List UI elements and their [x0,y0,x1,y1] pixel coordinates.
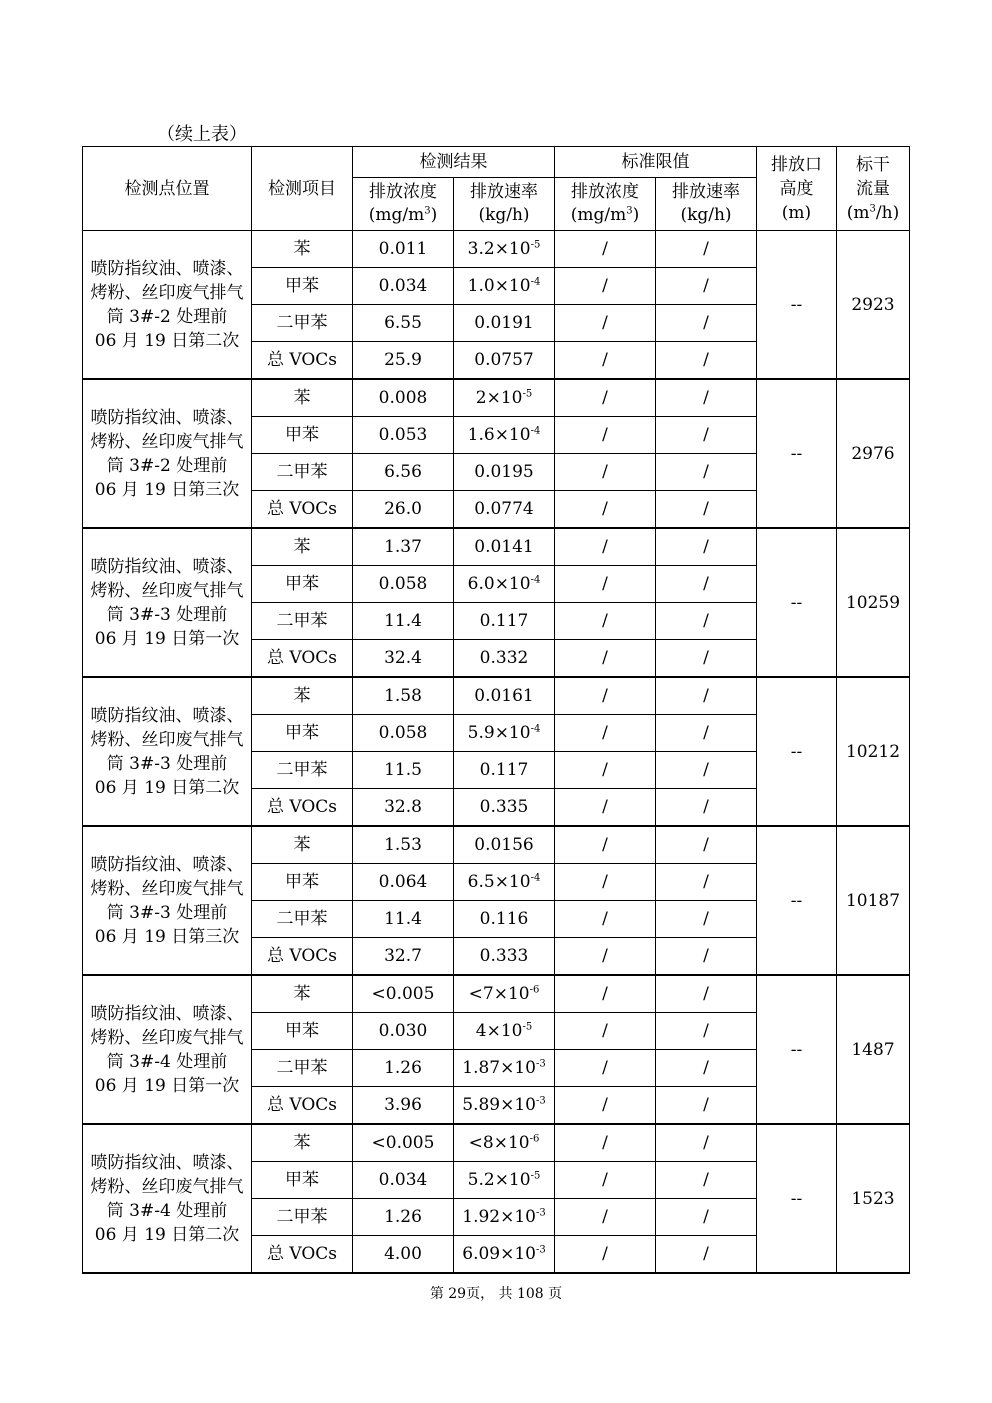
table-row [83,975,910,1013]
rate-cell: $1.0\times 10^{-4}$ [454,268,555,305]
limit-rate-cell: / [656,566,757,603]
conc-cell: 25.9 [353,342,454,380]
location-cell [83,677,252,826]
flow-cell: 10259 [837,528,910,677]
location-line: 06 月 19 日第一次 [94,628,240,649]
location-line: 喷防指纹油、喷漆、 [90,854,244,875]
flow-cell: 1523 [837,1124,910,1273]
conc-cell: 11.5 [353,752,454,789]
rate-cell: 0.332 [454,640,555,678]
rate-cell: $<7\times 10^{-6}$ [454,975,555,1013]
location-cell [83,528,252,677]
page-footer: 第 29页， 共 108 页 [429,1286,563,1302]
header-item: 检测项目 [252,147,353,231]
location-line: 筒 3#-3 处理前 [106,902,228,923]
location-line: 06 月 19 日第二次 [94,1224,240,1245]
location-line: 喷防指纹油、喷漆、 [90,1003,244,1024]
item-cell: 苯 [252,826,353,864]
limit-rate-cell: / [656,1236,757,1274]
location-line: 喷防指纹油、喷漆、 [90,1152,244,1173]
rate-cell: 0.117 [454,752,555,789]
conc-cell: 0.030 [353,1013,454,1050]
header-flow [837,147,910,231]
limit-rate-cell: / [656,1050,757,1087]
limit-conc-cell: / [555,417,656,454]
limit-rate-cell: / [656,1087,757,1125]
limit-rate-cell: / [656,640,757,678]
limit-conc-cell: / [555,1236,656,1274]
conc-cell: <0.005 [353,1124,454,1162]
limit-rate-cell: / [656,417,757,454]
rate-cell: $5.89\times 10^{-3}$ [454,1087,555,1125]
item-cell: 二甲苯 [252,752,353,789]
height-cell: -- [757,231,837,380]
rate-cell: 0.333 [454,938,555,976]
conc-cell: 1.37 [353,528,454,566]
rate-cell: 0.335 [454,789,555,827]
height-cell: -- [757,379,837,528]
location-line: 喷防指纹油、喷漆、 [90,258,244,279]
rate-cell: $<8\times 10^{-6}$ [454,1124,555,1162]
height-cell: -- [757,677,837,826]
location-line: 筒 3#-3 处理前 [106,753,228,774]
height-cell: -- [757,826,837,975]
limit-conc-cell: / [555,789,656,827]
flow-cell: 10212 [837,677,910,826]
header-result-rate: 排放速率 (kg/h) [454,178,555,231]
header-height-line1: 排放口 [771,154,822,175]
item-cell: 甲苯 [252,864,353,901]
limit-rate-cell: / [656,901,757,938]
limit-conc-cell: / [555,528,656,566]
location-line: 喷防指纹油、喷漆、 [90,556,244,577]
rate-cell: 0.0195 [454,454,555,491]
conc-cell: 4.00 [353,1236,454,1274]
item-cell: 总 VOCs [252,342,353,380]
item-cell: 苯 [252,975,353,1013]
limit-conc-cell: / [555,1124,656,1162]
table-row [83,528,910,566]
header-flow-unit: $(m^3/h)$ [846,202,900,223]
item-cell: 甲苯 [252,268,353,305]
flow-cell: 10187 [837,826,910,975]
table-row [83,677,910,715]
limit-conc-cell: / [555,342,656,380]
location-line: 筒 3#-2 处理前 [106,455,228,476]
location-line: 筒 3#-4 处理前 [106,1051,228,1072]
location-line: 06 月 19 日第三次 [94,926,240,947]
limit-rate-cell: / [656,789,757,827]
conc-cell: 6.56 [353,454,454,491]
limit-rate-cell: / [656,305,757,342]
header-location: 检测点位置 [83,147,252,231]
location-line: 喷防指纹油、喷漆、 [90,705,244,726]
limit-conc-cell: / [555,1013,656,1050]
header-limit: 标准限值 [555,147,757,178]
rate-cell: 0.0141 [454,528,555,566]
limit-rate-cell: / [656,864,757,901]
limit-rate-cell: / [656,752,757,789]
item-cell: 苯 [252,528,353,566]
location-line: 烤粉、丝印废气排气 [90,878,244,899]
rate-cell: $2\times 10^{-5}$ [454,379,555,417]
limit-rate-cell: / [656,677,757,715]
item-cell: 二甲苯 [252,305,353,342]
height-cell: -- [757,975,837,1124]
location-line: 筒 3#-2 处理前 [106,306,228,327]
conc-cell: 1.53 [353,826,454,864]
item-cell: 苯 [252,231,353,268]
conc-cell: <0.005 [353,975,454,1013]
location-cell [83,379,252,528]
location-line: 06 月 19 日第二次 [94,330,240,351]
limit-conc-cell: / [555,603,656,640]
header-height-unit: (m) [781,202,812,223]
rate-cell: $6.5\times 10^{-4}$ [454,864,555,901]
limit-conc-cell: / [555,901,656,938]
emission-table [82,146,910,1274]
limit-conc-cell: / [555,1050,656,1087]
location-line: 烤粉、丝印废气排气 [90,1176,244,1197]
limit-conc-cell: / [555,1199,656,1236]
header-flow-line2: 流量 [856,178,890,199]
rate-cell: 0.0191 [454,305,555,342]
limit-conc-cell: / [555,231,656,268]
limit-rate-cell: / [656,715,757,752]
header-limit-conc: 排放浓度 $(mg/m^3)$ [555,178,656,231]
rate-cell: 0.0774 [454,491,555,529]
header-limit-rate: 排放速率 (kg/h) [656,178,757,231]
rate-cell: $3.2\times 10^{-5}$ [454,231,555,268]
limit-conc-cell: / [555,826,656,864]
limit-rate-cell: / [656,231,757,268]
limit-conc-cell: / [555,1162,656,1199]
limit-conc-cell: / [555,379,656,417]
rate-cell: $4\times 10^{-5}$ [454,1013,555,1050]
conc-cell: 32.4 [353,640,454,678]
limit-rate-cell: / [656,379,757,417]
limit-conc-cell: / [555,454,656,491]
location-cell [83,826,252,975]
location-cell [83,975,252,1124]
header-height-line2: 高度 [779,178,814,199]
conc-cell: 3.96 [353,1087,454,1125]
conc-cell: 1.26 [353,1199,454,1236]
item-cell: 甲苯 [252,715,353,752]
location-cell [83,231,252,380]
location-line: 喷防指纹油、喷漆、 [90,407,244,428]
location-line: 06 月 19 日第一次 [94,1075,240,1096]
location-line: 烤粉、丝印废气排气 [90,580,244,601]
conc-cell: 0.053 [353,417,454,454]
item-cell: 总 VOCs [252,640,353,678]
rate-cell: $5.9\times 10^{-4}$ [454,715,555,752]
conc-cell: 11.4 [353,603,454,640]
limit-rate-cell: / [656,268,757,305]
location-cell [83,1124,252,1273]
conc-cell: 1.26 [353,1050,454,1087]
rate-cell: 0.117 [454,603,555,640]
rate-cell: $1.92\times 10^{-3}$ [454,1199,555,1236]
item-cell: 甲苯 [252,417,353,454]
header-height [757,147,837,231]
limit-rate-cell: / [656,1199,757,1236]
limit-rate-cell: / [656,1124,757,1162]
location-line: 烤粉、丝印废气排气 [90,431,244,452]
limit-rate-cell: / [656,603,757,640]
item-cell: 总 VOCs [252,491,353,529]
header-result-conc: 排放浓度 $(mg/m^3)$ [353,178,454,231]
location-line: 筒 3#-3 处理前 [106,604,228,625]
conc-cell: 1.58 [353,677,454,715]
rate-cell: 0.0156 [454,826,555,864]
location-line: 筒 3#-4 处理前 [106,1200,228,1221]
conc-cell: 32.7 [353,938,454,976]
table-caption: （续上表） [157,124,247,145]
header-flow-line1: 标干 [856,154,890,175]
table-body [83,231,910,1274]
conc-cell: 26.0 [353,491,454,529]
rate-cell: $1.87\times 10^{-3}$ [454,1050,555,1087]
item-cell: 苯 [252,379,353,417]
item-cell: 甲苯 [252,1013,353,1050]
location-line: 烤粉、丝印废气排气 [90,282,244,303]
limit-conc-cell: / [555,752,656,789]
limit-rate-cell: / [656,528,757,566]
limit-conc-cell: / [555,305,656,342]
limit-rate-cell: / [656,342,757,380]
item-cell: 甲苯 [252,566,353,603]
limit-conc-cell: / [555,975,656,1013]
rate-cell: $6.09\times 10^{-3}$ [454,1236,555,1274]
limit-conc-cell: / [555,268,656,305]
conc-cell: 0.064 [353,864,454,901]
conc-cell: 0.011 [353,231,454,268]
location-line: 06 月 19 日第三次 [94,479,240,500]
limit-rate-cell: / [656,975,757,1013]
conc-cell: 0.034 [353,1162,454,1199]
table-row [83,1124,910,1162]
conc-cell: 0.008 [353,379,454,417]
conc-cell: 6.55 [353,305,454,342]
limit-conc-cell: / [555,677,656,715]
item-cell: 总 VOCs [252,1087,353,1125]
item-cell: 苯 [252,677,353,715]
item-cell: 总 VOCs [252,789,353,827]
limit-rate-cell: / [656,826,757,864]
item-cell: 二甲苯 [252,1199,353,1236]
item-cell: 总 VOCs [252,1236,353,1274]
header-result: 检测结果 [353,147,555,178]
table-row [83,379,910,417]
rate-cell: 0.0161 [454,677,555,715]
item-cell: 总 VOCs [252,938,353,976]
rate-cell: 0.116 [454,901,555,938]
conc-cell: 32.8 [353,789,454,827]
limit-rate-cell: / [656,1162,757,1199]
flow-cell: 1487 [837,975,910,1124]
location-line: 06 月 19 日第二次 [94,777,240,798]
height-cell: -- [757,528,837,677]
conc-cell: 0.034 [353,268,454,305]
limit-conc-cell: / [555,864,656,901]
conc-cell: 11.4 [353,901,454,938]
limit-rate-cell: / [656,938,757,976]
item-cell: 二甲苯 [252,1050,353,1087]
limit-conc-cell: / [555,938,656,976]
limit-conc-cell: / [555,640,656,678]
rate-cell: $6.0\times 10^{-4}$ [454,566,555,603]
limit-conc-cell: / [555,491,656,529]
flow-cell: 2976 [837,379,910,528]
height-cell: -- [757,1124,837,1273]
item-cell: 二甲苯 [252,901,353,938]
rate-cell: 0.0757 [454,342,555,380]
conc-cell: 0.058 [353,566,454,603]
table-row [83,231,910,268]
location-line: 烤粉、丝印废气排气 [90,1027,244,1048]
rate-cell: $5.2\times 10^{-5}$ [454,1162,555,1199]
limit-conc-cell: / [555,566,656,603]
limit-rate-cell: / [656,1013,757,1050]
rate-cell: $1.6\times 10^{-4}$ [454,417,555,454]
limit-rate-cell: / [656,491,757,529]
item-cell: 苯 [252,1124,353,1162]
conc-cell: 0.058 [353,715,454,752]
item-cell: 二甲苯 [252,603,353,640]
item-cell: 二甲苯 [252,454,353,491]
item-cell: 甲苯 [252,1162,353,1199]
limit-conc-cell: / [555,715,656,752]
flow-cell: 2923 [837,231,910,380]
table-row [83,826,910,864]
limit-conc-cell: / [555,1087,656,1125]
location-line: 烤粉、丝印废气排气 [90,729,244,750]
limit-rate-cell: / [656,454,757,491]
